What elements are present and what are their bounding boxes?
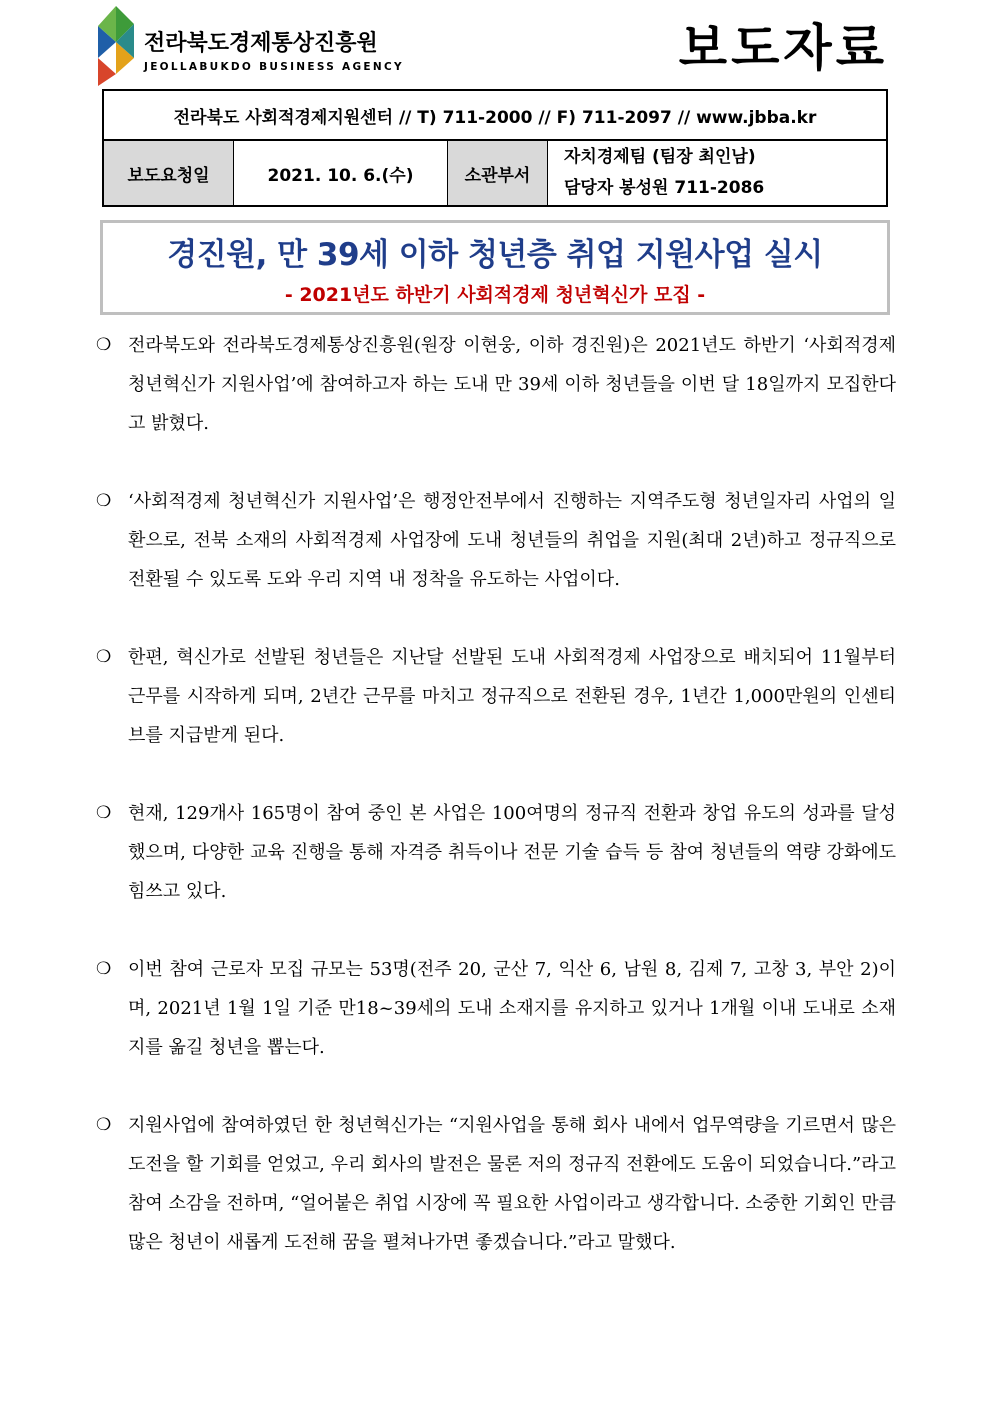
department-team: 자치경제팀 (팀장 최인남) <box>564 147 756 167</box>
paragraph <box>96 1106 896 1262</box>
circle-bullet-icon: ❍ <box>96 491 112 511</box>
paragraph-text: ‘사회적경제 청년혁신가 지원사업’은 행정안전부에서 진행하는 지역주도형 청년일자리 사업의 일환으로, 전북 소재의 사회적경제 사업장에 도내 청년들의 취업을 지원(최대 2년)하고 정규직으로 전환될 수 있도록 도와 우리 지역 내 정착을 유도하는 사업이다. <box>128 491 896 590</box>
circle-bullet-icon: ❍ <box>96 803 112 823</box>
agency-name-korean: 전라북도경제통상진흥원 <box>144 31 378 56</box>
agency-logo-mark-icon <box>94 6 138 86</box>
request-date-value: 2021. 10. 6.(수) <box>234 141 448 205</box>
agency-name-english: JEOLLABUKDO BUSINESS AGENCY <box>144 61 404 73</box>
circle-bullet-icon: ❍ <box>96 647 112 667</box>
paragraph-text: 현재, 129개사 165명이 참여 중인 본 사업은 100여명의 정규직 전환과 창업 유도의 성과를 달성했으며, 다양한 교육 진행을 통해 자격증 취득이나 전문 기술 습득 등 참여 청년들의 역량 강화에도 힘쓰고 있다. <box>128 803 896 902</box>
headline-box <box>100 220 890 315</box>
article-body <box>96 326 896 1262</box>
paragraph-text: 이번 참여 근로자 모집 규모는 53명(전주 20, 군산 7, 익산 6, 남원 8, 김제 7, 고창 3, 부안 2)이며, 2021년 1월 1일 기준 만18~39세의 도내 소재지를 유지하고 있거나 1개월 이내 도내로 소재지를 옮길 청년을 뽑는다. <box>128 959 896 1058</box>
paragraph-text: 지원사업에 참여하였던 한 청년혁신가는 “지원사업을 통해 회사 내에서 업무역량을 기르면서 많은 도전을 할 기회를 얻었고, 우리 회사의 발전은 물론 저의 정규직 전환에도 도움이 되었습니다.”라고 참여 소감을 전하며, “얼어붙은 취업 시장에 꼭 필요한 사업이라고 생각합니다. 소중한 기회인 만큼 많은 청년이 새롭게 도전해 꿈을 펼쳐나가면 좋겠습니다.”라고 말했다. <box>128 1115 896 1253</box>
paragraph <box>96 482 896 599</box>
request-date-label: 보도요청일 <box>104 141 234 205</box>
department-label: 소관부서 <box>448 141 548 205</box>
headline-title: 경진원, 만 39세 이하 청년층 취업 지원사업 실시 <box>167 237 823 273</box>
paragraph-text: 한편, 혁신가로 선발된 청년들은 지난달 선발된 도내 사회적경제 사업장으로 배치되어 11월부터 근무를 시작하게 되며, 2년간 근무를 마치고 정규직으로 전환된 경우, 1년간 1,000만원의 인센티브를 지급받게 된다. <box>128 647 896 746</box>
press-info-table <box>102 89 888 207</box>
department-contact: 담당자 봉성원 711-2086 <box>564 178 765 198</box>
paragraph-text: 전라북도와 전라북도경제통상진흥원(원장 이현웅, 이하 경진원)은 2021년도 하반기 ‘사회적경제 청년혁신가 지원사업’에 참여하고자 하는 도내 만 39세 이하 청년들을 이번 달 18일까지 모집한다고 밝혔다. <box>128 335 896 434</box>
department-value <box>548 141 886 205</box>
paragraph <box>96 638 896 755</box>
circle-bullet-icon: ❍ <box>96 959 112 979</box>
agency-logo <box>94 6 404 86</box>
paragraph <box>96 950 896 1067</box>
paragraph <box>96 794 896 911</box>
contact-line: 전라북도 사회적경제지원센터 // T) 711-2000 // F) 711-2097 // www.jbba.kr <box>104 91 886 141</box>
circle-bullet-icon: ❍ <box>96 1115 112 1135</box>
circle-bullet-icon: ❍ <box>96 335 112 355</box>
headline-subtitle: - 2021년도 하반기 사회적경제 청년혁신가 모집 - <box>284 284 706 306</box>
paragraph <box>96 326 896 443</box>
info-row <box>104 141 886 205</box>
document-type-title: 보도자료 <box>678 19 888 77</box>
